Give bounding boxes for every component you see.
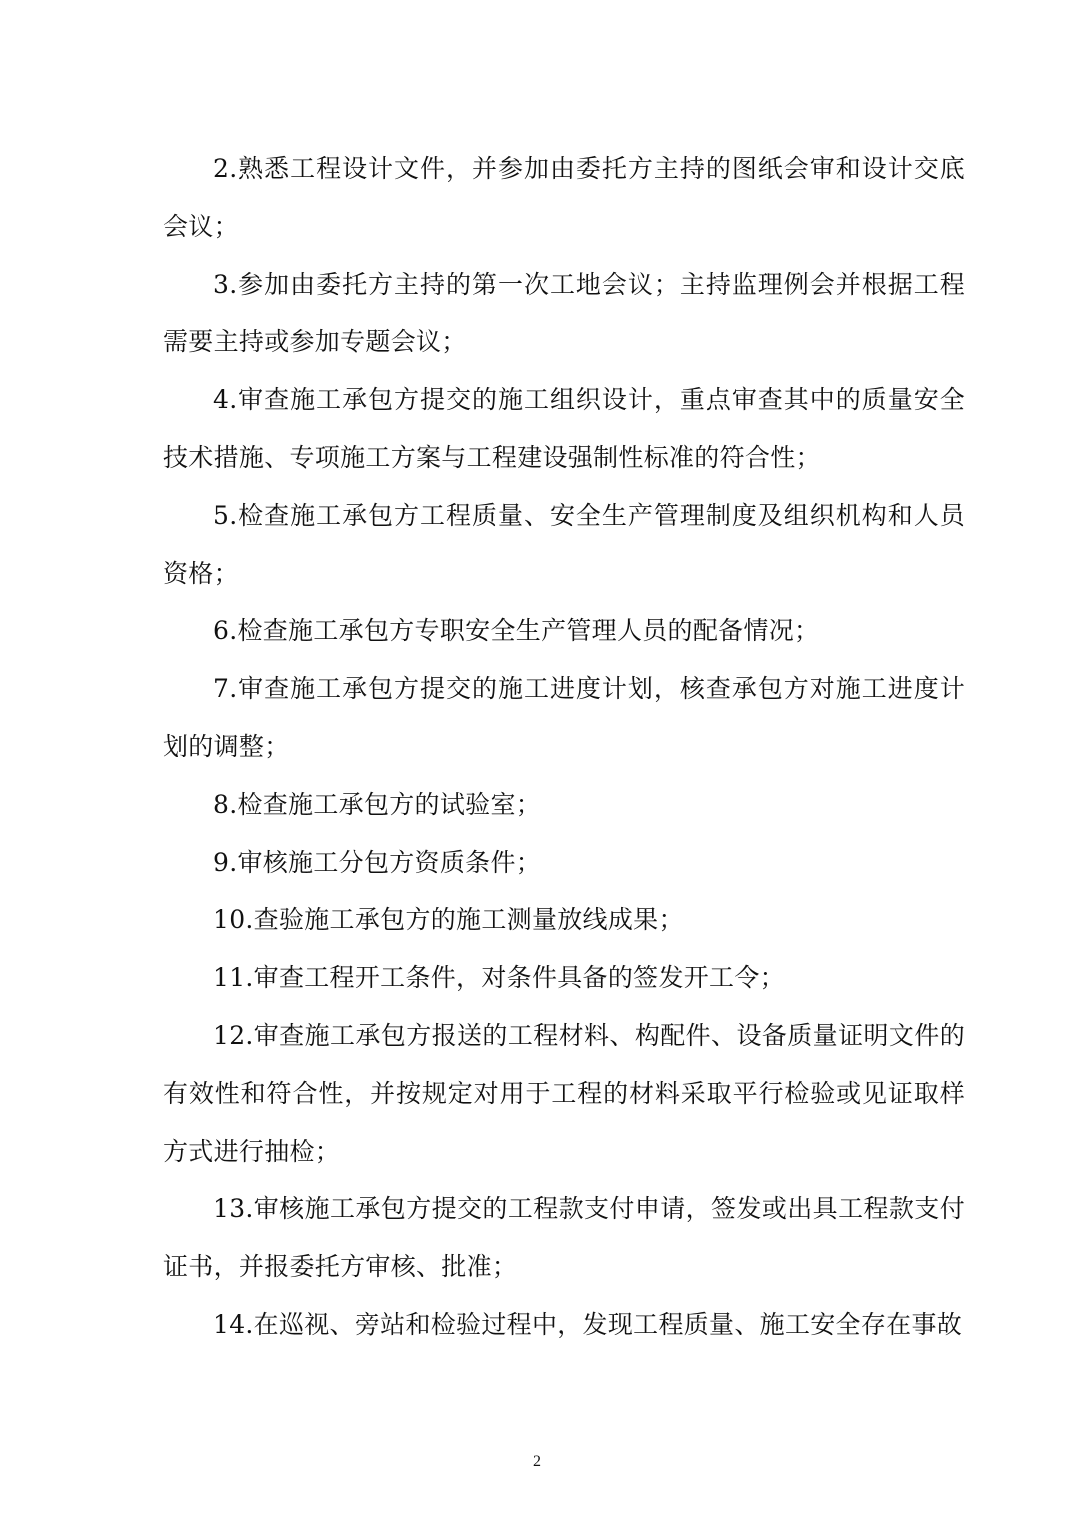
paragraph-item-12: 12.审查施工承包方报送的工程材料、构配件、设备质量证明文件的有效性和符合性，并按规定对用于工程的材料采取平行检验或见证取样方式进行抽检； [163,1020,965,1166]
paragraph-item-3: 3.参加由委托方主持的第一次工地会议；主持监理例会并根据工程需要主持或参加专题会议； [163,269,965,357]
paragraph-item-14: 14.在巡视、旁站和检验过程中，发现工程质量、施工安全存在事故 [213,1309,963,1339]
paragraph-item-7: 7.审查施工承包方提交的施工进度计划，核查承包方对施工进度计划的调整； [163,674,965,761]
paragraph-item-4: 4.审查施工承包方提交的施工组织设计，重点审查其中的质量安全技术措施、专项施工方案与工程建设强制性标准的符合性； [163,385,965,472]
page-number: 2 [533,1453,541,1470]
paragraph-item-10: 10.查验施工承包方的施工测量放线成果； [213,905,684,935]
paragraph-item-13: 13.审核施工承包方提交的工程款支付申请，签发或出具工程款支付证书，并报委托方审核、批准； [163,1194,965,1282]
paragraph-item-9: 9.审核施工分包方资质条件； [213,847,542,877]
paragraph-item-6: 6.检查施工承包方专职安全生产管理人员的配备情况； [213,616,820,646]
paragraph-item-2: 2.熟悉工程设计文件，并参加由委托方主持的图纸会审和设计交底会议； [163,154,965,241]
document-body [163,140,965,1354]
paragraph-item-5: 5.检查施工承包方工程质量、安全生产管理制度及组织机构和人员资格； [163,500,965,588]
paragraph-item-8: 8.检查施工承包方的试验室； [213,789,542,819]
paragraph-item-11: 11.审查工程开工条件，对条件具备的签发开工令； [213,963,785,993]
